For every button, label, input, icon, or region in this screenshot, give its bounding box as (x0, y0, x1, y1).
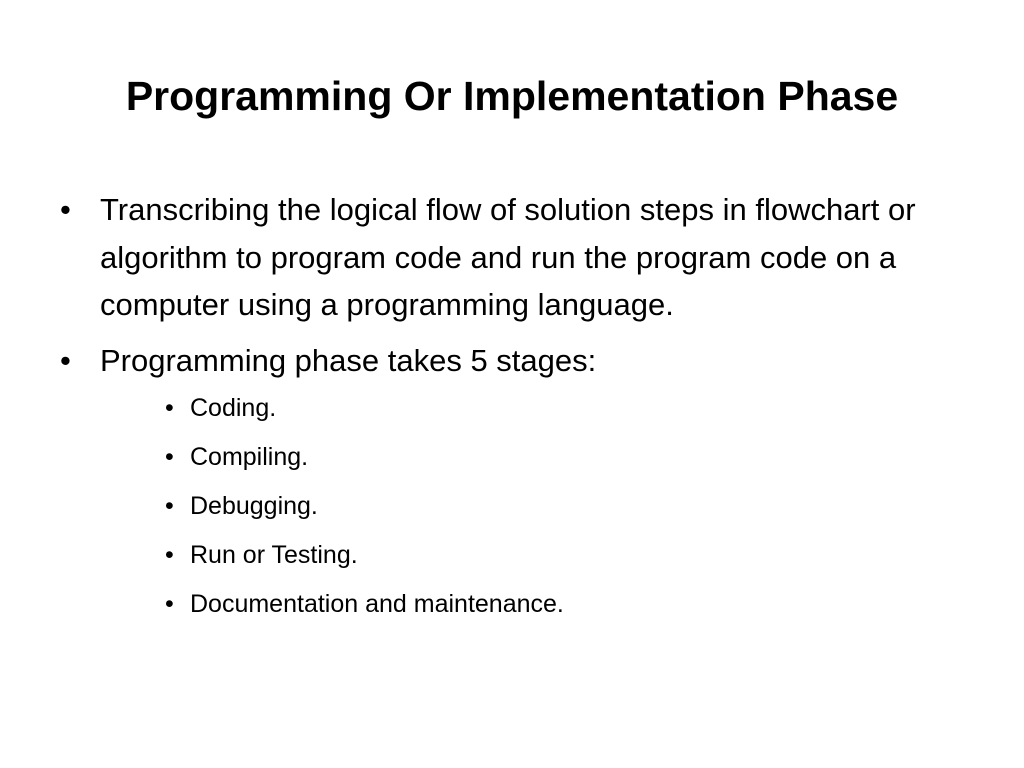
sub-bullet-text: Compiling. (190, 443, 309, 471)
bullet-item (60, 186, 960, 329)
bullet-text: Programming phase takes 5 stages: (100, 342, 597, 378)
sub-bullet-list (60, 392, 960, 621)
sub-bullet-item (60, 392, 960, 425)
sub-bullet-text: Documentation and maintenance. (190, 590, 564, 618)
bullet-dot-icon: • (60, 342, 71, 378)
sub-bullet-item (60, 539, 960, 572)
bullet-list (60, 186, 960, 637)
sub-bullet-text: Debugging. (190, 492, 318, 520)
bullet-dot-icon: • (60, 192, 71, 227)
sub-bullet-text: Run or Testing. (190, 541, 358, 569)
sub-bullet-item (60, 490, 960, 523)
sub-bullet-container (60, 392, 960, 621)
sub-bullet-text: Coding. (190, 394, 277, 422)
sub-bullet-item (60, 441, 960, 474)
bullet-dot-icon: • (165, 590, 174, 618)
bullet-text: Transcribing the logical flow of solution steps in flowchart or algorithm to program code and run the program code on a computer using a programming language. (100, 192, 916, 322)
bullet-dot-icon: • (165, 492, 174, 520)
bullet-dot-icon: • (165, 394, 174, 422)
slide-title: Programming Or Implementation Phase (125, 73, 899, 119)
bullet-dot-icon: • (165, 541, 174, 569)
sub-bullet-item (60, 588, 960, 621)
bullet-item (60, 337, 960, 385)
bullet-dot-icon: • (165, 443, 174, 471)
